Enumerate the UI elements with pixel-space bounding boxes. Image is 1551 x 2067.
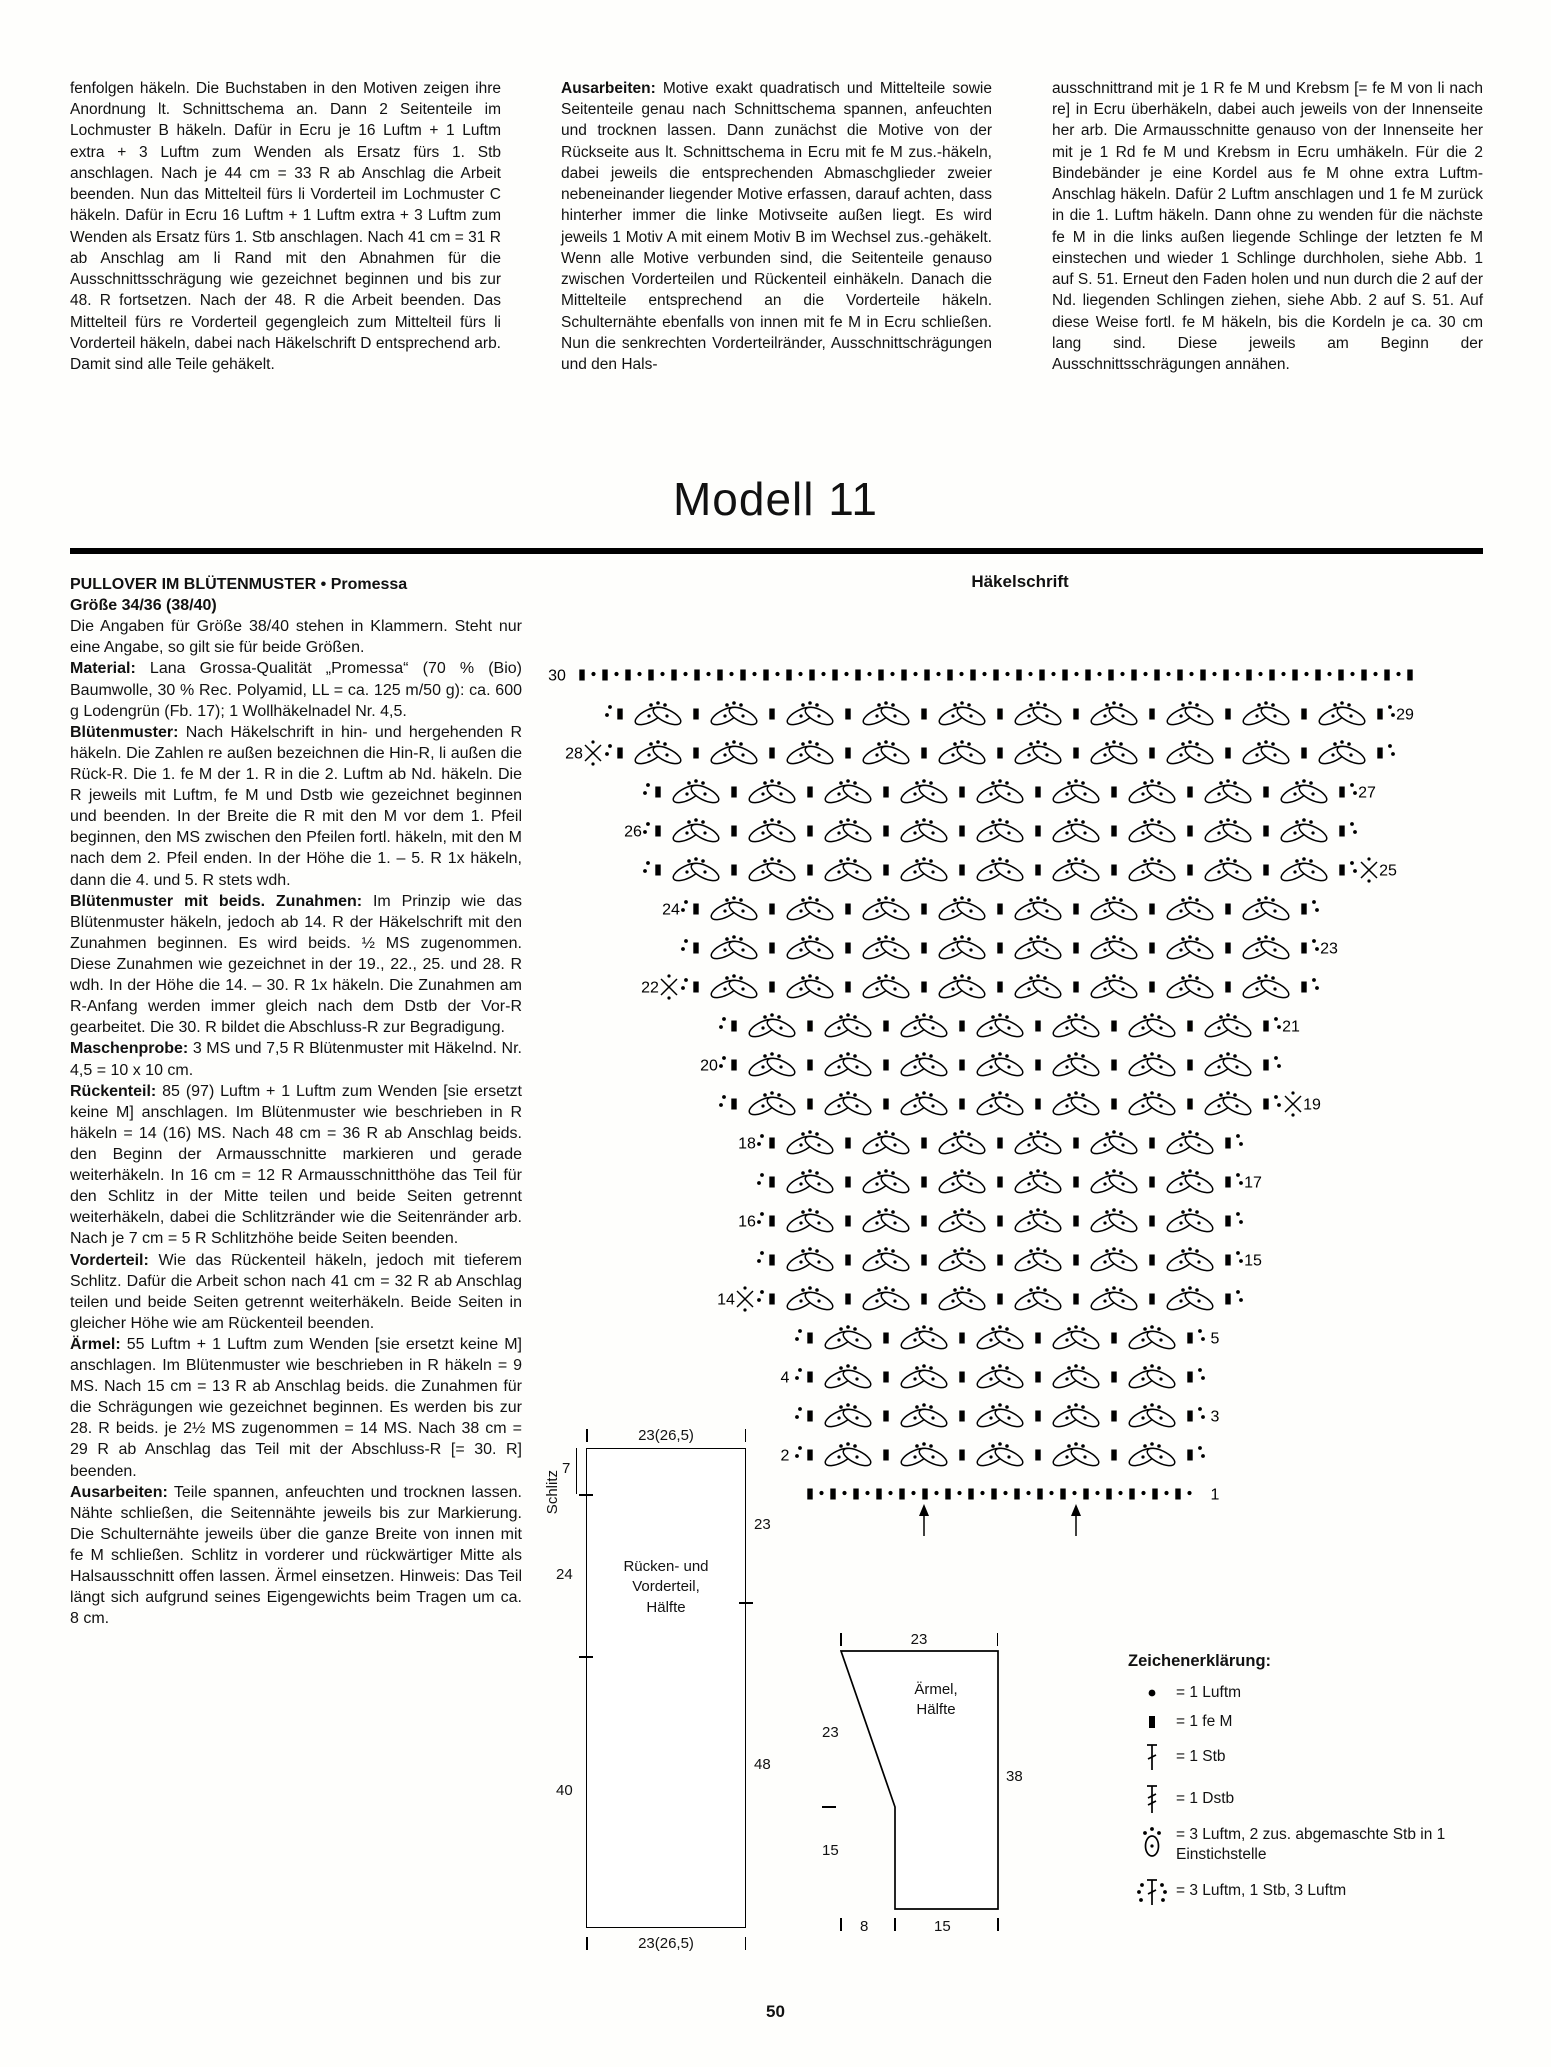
measure-dash (822, 1806, 836, 1808)
pattern-title: PULLOVER IM BLÜTENMUSTER • Promessa (70, 576, 408, 593)
legend-text: = 1 fe M (1176, 1713, 1233, 1731)
paragraph-label: Ausarbeiten: (70, 1483, 168, 1501)
chart-row-number-21: 21 (1282, 1018, 1300, 1036)
paragraph-text: Die Angaben für Größe 38/40 stehen in Klammern. Steht nur eine Angabe, so gilt sie für beide Größen. (70, 618, 522, 657)
legend-text: = 3 Luftm, 1 Stb, 3 Luftm (1176, 1882, 1347, 1900)
chart-row-19 (719, 1091, 1321, 1118)
chart-row-number-15: 15 (1244, 1252, 1262, 1270)
chart-row-24 (662, 896, 1319, 923)
chart-row-number-29: 29 (1396, 706, 1414, 724)
chart-row-number-3: 3 (1210, 1408, 1220, 1426)
measure-value: 15 (822, 1842, 839, 1859)
measure-dash (579, 1494, 593, 1496)
paragraph-text: 85 (97) Luftm + 1 Luftm zum Wenden [sie ersetzt keine M] anschlagen. Im Blütenmuster wie beschrieben in R häkeln = 14 (16) MS. Nach 48 cm = 36 R ab Anschlag beids. den Beginn der Armausschnitte markieren und gerade weiterhäkeln. In 16 cm = 12 R Armausschnitthöhe das Teil für den Schlitz in der Mitte teilen und beide Seiten getrennt weiterhäkeln, dabei die Schlitzränder wie die Seitenränder arb. Nach je 7 cm = 5 R Schlitzhöhe beide Seiten beenden. (70, 1082, 522, 1248)
legend-item (1128, 1712, 1500, 1732)
chart-row-number-24: 24 (662, 901, 680, 919)
measure-value: 8 (860, 1918, 869, 1935)
legend-text: = 1 Dstb (1176, 1790, 1235, 1808)
chart-row-27 (643, 779, 1376, 806)
paragraph-text: Lana Grossa-Qualität „Promessa“ (70 % (Bio) Baumwolle, 30 % Rec. Polyamid, LL = ca. 125 m/50 g): ca. 600 g Lodengrün (Fb. 17); 1 Wollhäkelnadel Nr. 4,5. (70, 660, 522, 720)
schematic-label: Ärmel, Hälfte (914, 1681, 958, 1719)
chart-row-number-5: 5 (1210, 1330, 1220, 1348)
article-paragraph (70, 616, 522, 658)
article-paragraph (70, 1334, 522, 1482)
chart-row-number-17: 17 (1244, 1174, 1262, 1192)
chart-row-number-16: 16 (738, 1213, 756, 1231)
measure-value: 23 (754, 1516, 771, 1533)
chart-row-4 (781, 1364, 1205, 1391)
measure-top-width (840, 1632, 998, 1647)
tick (997, 1918, 999, 1931)
chart-row-number-30: 30 (548, 667, 566, 685)
legend-title: Zeichenerklärung: (1128, 1652, 1272, 1670)
chart-row-18 (738, 1130, 1243, 1157)
article-paragraph (70, 722, 522, 891)
paragraph-label: Maschenprobe: (70, 1040, 189, 1058)
chart-row-number-22: 22 (641, 979, 659, 997)
legend-text: = 1 Stb (1176, 1748, 1226, 1766)
legend-text: = 1 Luftm (1176, 1684, 1242, 1701)
haekelschrift-chart (540, 598, 1500, 1548)
tick (997, 1633, 999, 1646)
tick (745, 1429, 747, 1442)
measure-value: 23(26,5) (638, 1935, 694, 1952)
pattern-paragraphs (70, 616, 522, 1629)
repeat-arrow (919, 1504, 929, 1536)
article-paragraph (70, 1038, 522, 1080)
schematic-outline (586, 1448, 746, 1928)
measure-dash (579, 1656, 593, 1658)
article-paragraph (70, 658, 522, 721)
double-crochet-icon (1128, 1741, 1176, 1773)
top-column-3-text: ausschnittrand mit je 1 R fe M und Krebsm [= fe M von li nach re] in Ecru überhäkeln, dabei auch jeweils von der Innenseite her arb. Die Armausschnitte genauso von der Innenseite her mit je 1 Rd fe M und Krebsm in Ecru umhäkeln. Für die 2 Bindebänder je eine Kordel aus fe M ohne extra Luftm-Anschlag häkeln. Dafür 2 Luftm anschlagen und 1 fe M zurück in die 1. Luftm häkeln. Dann ohne zu wenden für die nächste fe M in die links außen liegende Schlinge der letzten fe M einstechen und wieder 1 Schlinge durchholen, siehe Abb. 1 auf S. 51. Erneut den Faden holen und nun durch die 2 auf der Nd. liegenden Schlingen ziehen, siehe Abb. 2 auf S. 51. Auf diese Weise fortl. fe M häkeln, bis die Kordeln je ca. 30 cm lang sind. Diese jeweils am Beginn der Ausschnittsschrägungen annähen. (1052, 80, 1483, 374)
chart-row-28 (565, 740, 1395, 767)
measure-value: 23 (910, 1631, 928, 1648)
top-continuation-text (70, 78, 1483, 375)
schematic-sleeve (822, 1632, 1054, 1982)
top-column-1-text: fenfolgen häkeln. Die Buchstaben in den Motiven zeigen ihre Anordnung lt. Schnittschema an. Dann 2 Seitenteile im Lochmuster B häkeln. Dafür in Ecru je 16 Luftm + 1 Luftm extra + 3 Luftm zum Wenden als Ersatz fürs 1. Stb anschlagen. Nach je 44 cm = 33 R ab Anschlag die Arbeit beenden. Nun das Mittelteil fürs li Vorderteil im Lochmuster C häkeln. Dafür in Ecru 16 Luftm + 1 Luftm extra + 3 Luftm zum Wenden als Ersatz fürs 1. Stb anschlagen. Nach 41 cm = 31 R ab Anschlag am li Rand mit den Abnahmen für die Ausschnittsschrägung wie gezeichnet beginnen und bis zur 48. R fortsetzen. Nach der 48. R die Arbeit beenden. Das Mittelteil fürs re Vorderteil gegengleich zum Mittelteil fürs li Vorderteil häkeln, dabei nach Häkelschrift D entsprechend arb. Damit sind alle Teile gehäkelt. (70, 80, 501, 374)
slit-measure-line (576, 1448, 577, 1494)
symbol-legend (1128, 1652, 1500, 1918)
chart-row-2 (781, 1442, 1205, 1469)
paragraph-label: Rückenteil: (70, 1082, 157, 1100)
pattern-sizes: Größe 34/36 (38/40) (70, 597, 217, 615)
tick (745, 1937, 747, 1950)
article-paragraph (70, 1482, 522, 1630)
ausarbeiten-label: Ausarbeiten: (561, 80, 656, 97)
measure-value: 24 (556, 1566, 573, 1583)
legend-item (1128, 1741, 1500, 1773)
repeat-arrow (1071, 1504, 1081, 1536)
top-column-1 (70, 78, 501, 375)
chart-row-number-27: 27 (1358, 784, 1376, 802)
chart-row-number-18: 18 (738, 1135, 756, 1153)
paragraph-label: Ärmel: (70, 1335, 121, 1353)
chart-row-30 (548, 668, 1413, 685)
top-column-2-text: Motive exakt quadratisch und Mittelteile sowie Seitenteile genau nach Schnittschema spannen, anfeuchten und trocknen lassen. Dann zunächst die Motive von der Rückseite aus lt. Schnittschema in Ecru mit fe M zus.-häkeln, dabei jeweils die entsprechenden Abmaschglieder zweier nebeneinander liegender Motive erfassen, darauf achten, dass hinterher immer die linke Motivseite außen liegt. Es wird jeweils 1 Motiv A mit einem Motiv B im Wechsel zus.-gehäkelt. Wenn alle Motive verbunden sind, die Seitenteile genauso zwischen Vorderteilen und Rückenteil einhäkeln. Danach die Mittelteile entsprechend an die Vorderteile häkeln. Schulternähte ebenfalls von innen mit fe M in Ecru schließen. Nun die senkrechten Vorderteilränder, Ausschnittschrägungen und den Hals- (561, 80, 992, 374)
schematic-back-front (544, 1427, 810, 1976)
pattern-instructions (70, 574, 522, 1629)
chain-dc-chain-icon (1128, 1875, 1176, 1909)
measure-value: 15 (934, 1918, 951, 1935)
chart-row-15 (757, 1247, 1262, 1274)
article-paragraph (70, 1081, 522, 1250)
chart-row-5 (795, 1325, 1219, 1352)
paragraph-label: Material: (70, 660, 136, 678)
legend-item (1128, 1875, 1500, 1909)
article-paragraph (70, 1250, 522, 1334)
chart-row-number-19: 19 (1303, 1096, 1321, 1114)
model-title: Modell 11 (672, 473, 879, 525)
chart-row-3 (795, 1403, 1219, 1430)
chart-row-22 (641, 974, 1319, 1001)
chart-row-number-26: 26 (624, 823, 642, 841)
paragraph-text: 3 MS und 7,5 R Blütenmuster mit Häkelnd. Nr. 4,5 = 10 x 10 cm. (70, 1040, 522, 1079)
chart-row-16 (738, 1208, 1243, 1235)
chain-stitch-icon (1128, 1685, 1176, 1701)
top-column-3 (1052, 78, 1483, 375)
chart-row-number-14: 14 (717, 1291, 735, 1309)
paragraph-text: Wie das Rückenteil häkeln, jedoch mit tieferem Schlitz. Dafür die Arbeit schon nach 41 cm = 32 R ab Anschlag teilen und beide Seiten getrennt weiterhäkeln. Beide Seiten in gleicher Höhe wie am Rückenteil beenden. (70, 1251, 522, 1332)
chart-row-number-28: 28 (565, 745, 583, 763)
paragraph-text: 55 Luftm + 1 Luftm zum Wenden [sie ersetzt keine M] anschlagen. Im Blütenmuster wie beschrieben in R häkeln = 9 MS. Nach 15 cm = 13 R ab Anschlag beids. die Zunahmen für die Schrägungen wie gezeichnet beginnen. Es werden bis zur 28. R beids. je 2½ MS zugenommen = 14 MS. Nach 38 cm = 29 R ab Anschlag das Teil mit der Abschluss-R [= 30. R] beenden. (70, 1335, 522, 1480)
chart-block (540, 572, 1500, 1548)
paragraph-label: Blütenmuster mit beids. Zunahmen: (70, 892, 363, 910)
measure-top-width (586, 1428, 746, 1443)
legend-item (1128, 1825, 1500, 1865)
chart-row-20 (700, 1052, 1281, 1079)
paragraph-text: Nach Häkelschrift in hin- und hergehenden R häkeln. Die Zahlen re außen bezeichnen die Hin-R, li außen die Rück-R. Die 1. fe M der 1. R in die 2. Luftm ab Nd. häkeln. Die R jeweils mit Luftm, fe M und Dstb wie gezeichnet beginnen und beenden. In der Breite die R mit den M vor dem 1. Pfeil beginnen, den MS zwischen den Pfeilen fortl. häkeln, mit den M nach dem 2. Pfeil enden. In der Höhe die 1. – 5. R 1x häkeln, dann die 4. und 5. R stets wdh. (70, 723, 522, 889)
chart-row-29 (605, 701, 1414, 728)
cluster-icon (1128, 1825, 1176, 1859)
legend-text: = 3 Luftm, 2 zus. abgemaschte Stb in 1 Einstichstelle (1176, 1826, 1446, 1864)
measure-value: 23 (822, 1724, 839, 1741)
measure-value: 38 (1006, 1768, 1023, 1785)
chart-row-number-2: 2 (780, 1447, 790, 1465)
schematic-label: Rücken- und Vorderteil, Hälfte (623, 1558, 709, 1616)
tick (840, 1918, 842, 1931)
chart-row-number-25: 25 (1379, 862, 1397, 880)
chart-row-25 (643, 857, 1397, 884)
chart-row-21 (719, 1013, 1300, 1040)
chart-row-number-20: 20 (700, 1057, 718, 1075)
measure-dash (739, 1602, 753, 1604)
slit-label: Schlitz (544, 1470, 561, 1515)
tick (894, 1918, 896, 1931)
measure-value: 23(26,5) (638, 1427, 694, 1444)
legend-item (1128, 1683, 1500, 1703)
chart-row-number-4: 4 (780, 1369, 790, 1387)
chart-row-number-1: 1 (1210, 1486, 1220, 1504)
article-paragraph (70, 891, 522, 1039)
chart-row-1 (807, 1487, 1219, 1504)
chart-title: Häkelschrift (971, 572, 1069, 591)
single-crochet-icon (1128, 1713, 1176, 1731)
page-number: 50 (766, 2002, 785, 2021)
title-rule (70, 548, 1483, 554)
measure-value: 48 (754, 1756, 771, 1773)
chart-row-23 (681, 935, 1338, 962)
paragraph-text: Im Prinzip wie das Blütenmuster häkeln, jedoch ab 14. R der Häkelschrift mit den Zunahmen beginnen. Es wird beids. ½ MS zugenommen. Diese Zunahmen wie gezeichnet in der 19., 22., 25. und 28. R wdh. In der Höhe die 14. – 30. R 1x häkeln. Die Zunahmen am R-Anfang werden immer gleich nach dem Dstb der Vor-R gearbeitet. Die 30. R bildet die Abschluss-R zur Begradigung. (70, 892, 523, 1037)
chart-row-number-23: 23 (1320, 940, 1338, 958)
legend-item (1128, 1782, 1500, 1816)
chart-row-26 (624, 818, 1357, 845)
paragraph-label: Blütenmuster: (70, 723, 179, 741)
chart-row-14 (717, 1286, 1243, 1313)
paragraph-label: Vorderteil: (70, 1251, 149, 1269)
measure-value: 7 (562, 1460, 571, 1477)
measure-value: 40 (556, 1782, 573, 1799)
treble-crochet-icon (1128, 1782, 1176, 1816)
top-column-2 (561, 78, 992, 375)
chart-row-17 (757, 1169, 1262, 1196)
measure-bottom-width (586, 1936, 746, 1951)
paragraph-text: Teile spannen, anfeuchten und trocknen lassen. Nähte schließen, die Seitennähte jeweils bis zur Markierung. Die Schulternähte jeweils über die ganze Breite von innen mit fe M schließen. Schlitz in vorderer und rückwärtiger Mitte als Halsausschnitt offen lassen. Ärmel einsetzen. Hinweis: Das Teil längt sich aufgrund seines Eigengewichts beim Tragen um ca. 8 cm. (70, 1483, 523, 1628)
